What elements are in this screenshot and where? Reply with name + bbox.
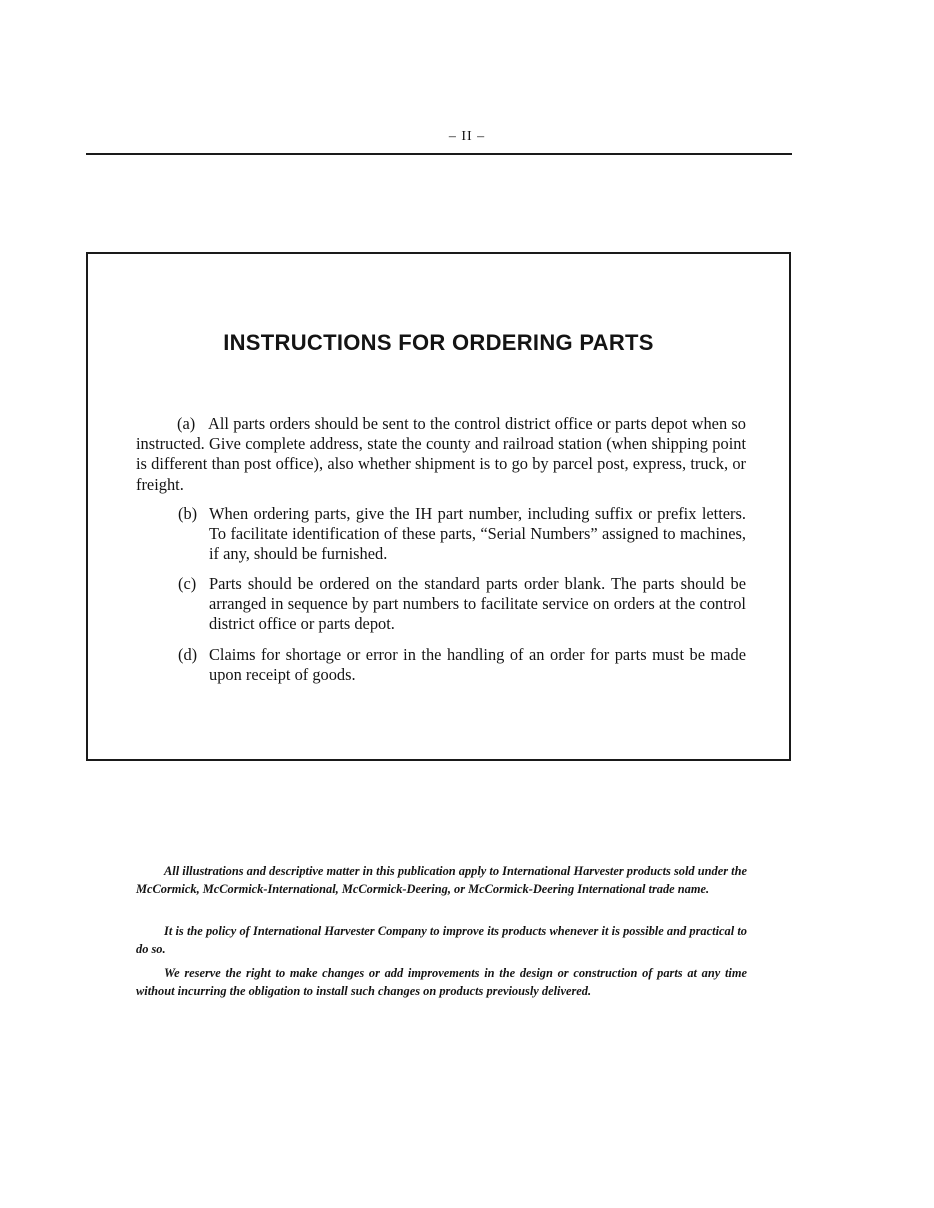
instructions-title: INSTRUCTIONS FOR ORDERING PARTS xyxy=(223,330,654,355)
instruction-text-a: All parts orders should be sent to the control district office or parts depot when so instructed. Give complete address, state the county and railroad station (when shipping point is different than post office), also whether shipment is to go by parcel post, express, truck, or freight. xyxy=(136,414,746,494)
instruction-text-d: Claims for shortage or error in the handling of an order for parts must be made upon receipt of goods. xyxy=(209,645,746,685)
instruction-item-c xyxy=(178,574,746,635)
instruction-item-a xyxy=(136,414,746,495)
instruction-label-a: (a) xyxy=(177,414,196,433)
notice-improvement-policy: It is the policy of International Harvester Company to improve its products whenever it is possible and practical to do so. xyxy=(136,924,747,956)
instruction-item-b xyxy=(178,504,746,565)
instruction-text-b: When ordering parts, give the IH part number, including suffix or prefix letters. To facilitate identification of these parts, “Serial Numbers” assigned to machines, if any, should be furnished. xyxy=(209,504,746,564)
header-rule xyxy=(86,153,792,155)
notice-reserve-right: We reserve the right to make changes or add improvements in the design or construction of parts at any time without incurring the obligation to install such changes on products previously delivered. xyxy=(136,966,747,998)
instructions-box xyxy=(86,252,791,761)
instruction-item-d xyxy=(178,645,746,685)
page-number: – II – xyxy=(448,129,486,144)
instruction-text-c: Parts should be ordered on the standard parts order blank. The parts should be arranged in sequence by part numbers to facilitate service on orders at the control district office or parts depot. xyxy=(209,574,746,634)
instruction-label-c: (c) xyxy=(178,574,197,593)
instruction-label-d: (d) xyxy=(178,645,198,664)
instruction-label-b: (b) xyxy=(178,504,198,523)
notice-trade-names: All illustrations and descriptive matter in this publication apply to International Harvester products sold under the McCormick, McCormick-International, McCormick-Deering, or McCormick-Deering International trade name. xyxy=(136,864,747,896)
